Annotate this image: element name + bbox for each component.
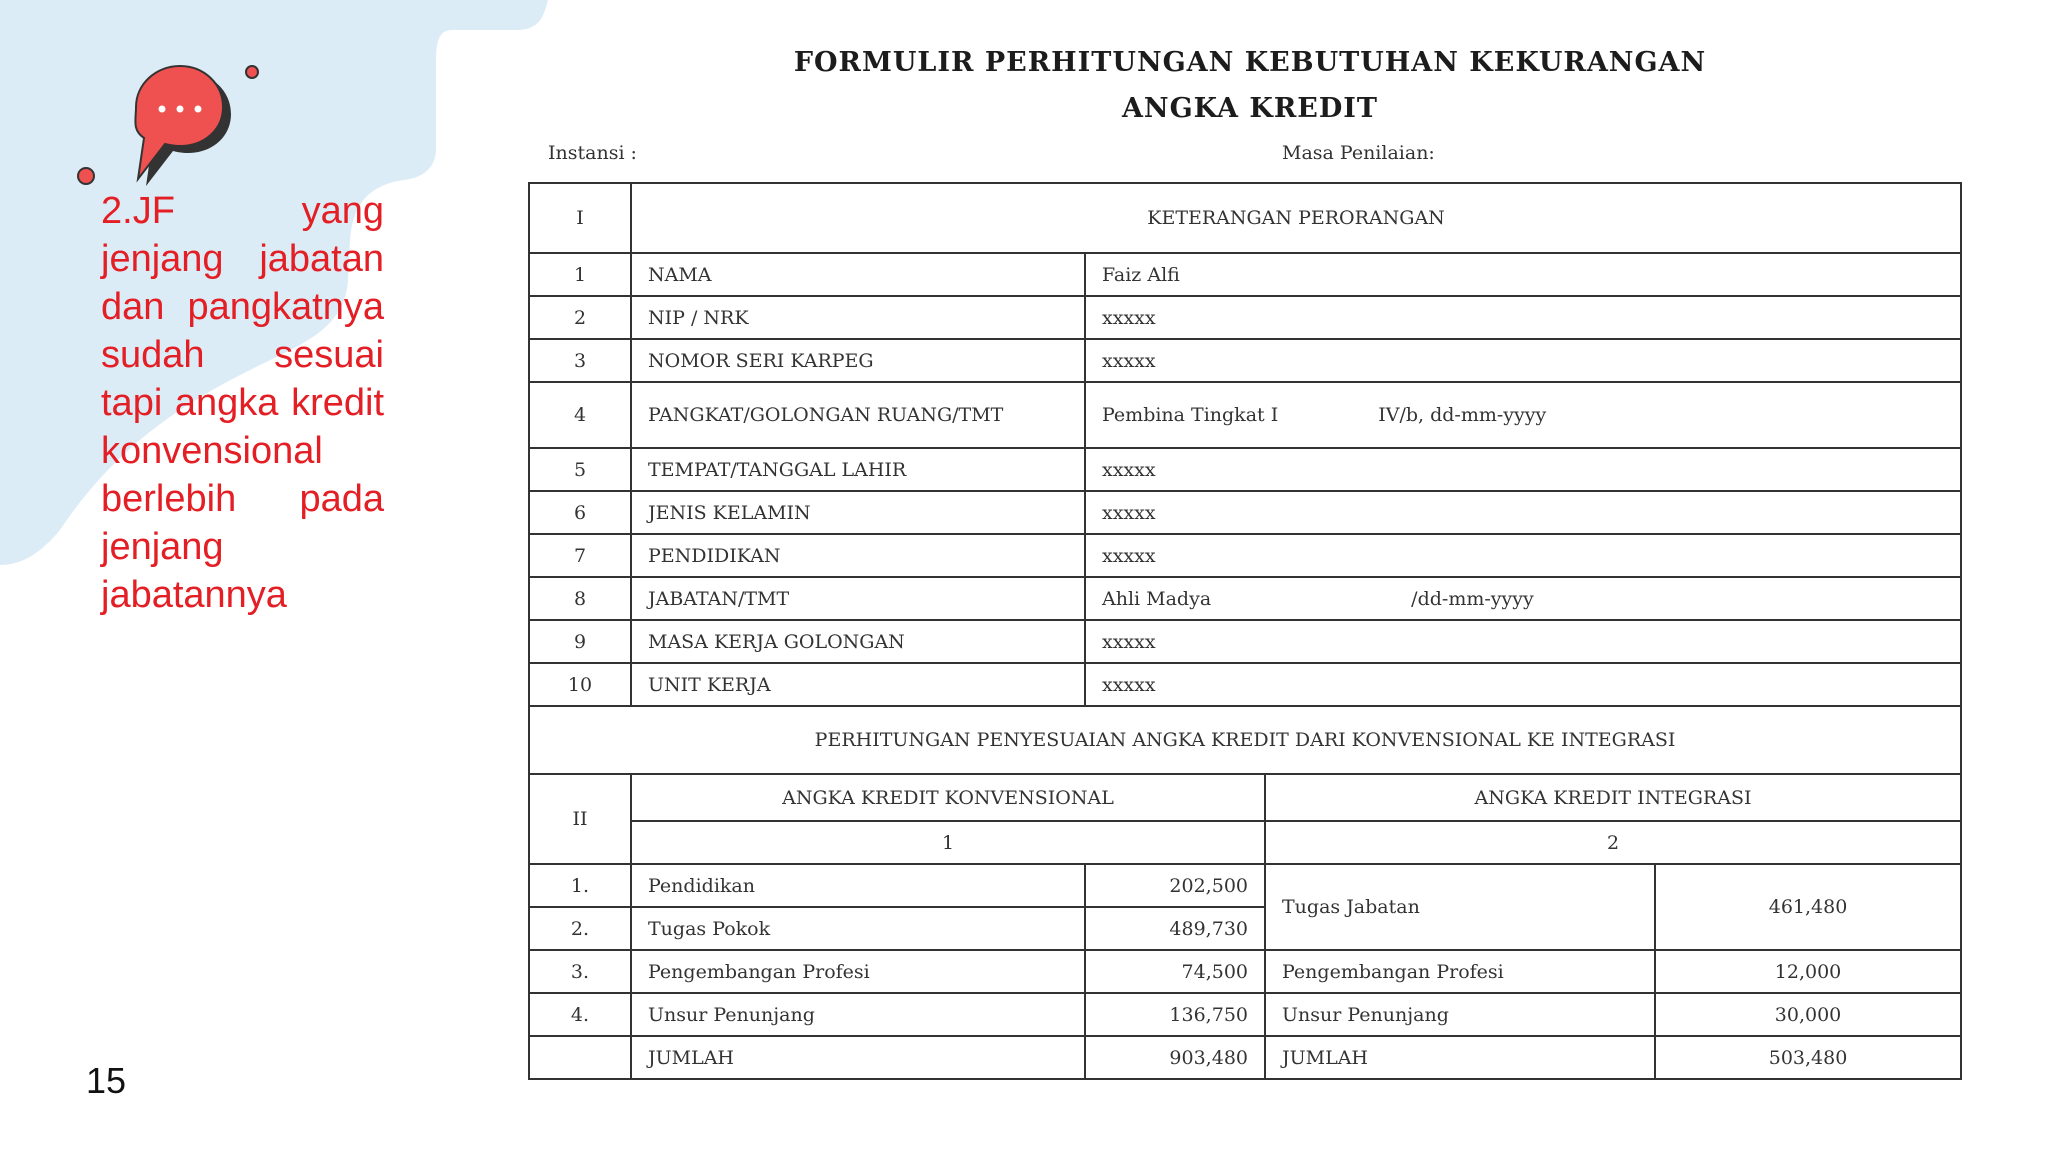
speech-bubble-icon xyxy=(72,58,272,198)
form-title-line1: FORMULIR PERHITUNGAN KEBUTUHAN KEKURANGAN xyxy=(793,47,1707,78)
row-number: 4. xyxy=(529,993,631,1036)
row-label: Pendidikan xyxy=(631,864,1085,907)
row-label: JABATAN/TMT xyxy=(631,577,1085,620)
row-label: PENDIDIKAN xyxy=(631,534,1085,577)
section-number: II xyxy=(529,774,631,864)
row-number: 1. xyxy=(529,864,631,907)
row-value: xxxxx xyxy=(1085,491,1961,534)
total-row xyxy=(529,1036,1961,1079)
row-value xyxy=(1085,577,1961,620)
row-value: xxxxx xyxy=(1085,296,1961,339)
row-value: xxxxx xyxy=(1085,339,1961,382)
table-row xyxy=(529,534,1961,577)
row-value: xxxxx xyxy=(1085,448,1961,491)
row-number: 8 xyxy=(529,577,631,620)
row-value: 202,500 xyxy=(1085,864,1265,907)
row-label: MASA KERJA GOLONGAN xyxy=(631,620,1085,663)
table-row xyxy=(529,339,1961,382)
row-label: NIP / NRK xyxy=(631,296,1085,339)
row-number: 3. xyxy=(529,950,631,993)
row-label: UNIT KERJA xyxy=(631,663,1085,706)
row-value xyxy=(1085,382,1961,448)
row-number: 2 xyxy=(529,296,631,339)
section-personal-header xyxy=(529,183,1961,253)
table-row xyxy=(529,864,1961,907)
row-number: 9 xyxy=(529,620,631,663)
row-label: Pengembangan Profesi xyxy=(631,950,1085,993)
integration-label: Pengembangan Profesi xyxy=(1265,950,1655,993)
row-value-secondary: /dd-mm-yyyy xyxy=(1411,587,1534,610)
total-label: JUMLAH xyxy=(1265,1036,1655,1079)
column-number-conventional: 1 xyxy=(631,821,1265,864)
total-label: JUMLAH xyxy=(631,1036,1085,1079)
table-row xyxy=(529,448,1961,491)
column-number-integration: 2 xyxy=(1265,821,1961,864)
table-row xyxy=(529,620,1961,663)
row-number: 10 xyxy=(529,663,631,706)
row-number: 2. xyxy=(529,907,631,950)
row-number: 7 xyxy=(529,534,631,577)
row-value: 489,730 xyxy=(1085,907,1265,950)
row-number: 4 xyxy=(529,382,631,448)
row-label: NOMOR SERI KARPEG xyxy=(631,339,1085,382)
table-row xyxy=(529,993,1961,1036)
row-label: Tugas Pokok xyxy=(631,907,1085,950)
row-number: 1 xyxy=(529,253,631,296)
table-header-row xyxy=(529,821,1961,864)
table-row xyxy=(529,950,1961,993)
masa-penilaian-label: Masa Penilaian: xyxy=(1282,142,1435,164)
column-header-integration: ANGKA KREDIT INTEGRASI xyxy=(1265,774,1961,821)
row-value-secondary: IV/b, dd-mm-yyyy xyxy=(1378,404,1547,426)
integration-value: 461,480 xyxy=(1655,864,1961,950)
row-label: NAMA xyxy=(631,253,1085,296)
row-value: 136,750 xyxy=(1085,993,1265,1036)
row-number: 6 xyxy=(529,491,631,534)
table-row xyxy=(529,296,1961,339)
column-header-conventional: ANGKA KREDIT KONVENSIONAL xyxy=(631,774,1265,821)
section-title: KETERANGAN PERORANGAN xyxy=(631,183,1961,253)
integration-value: 12,000 xyxy=(1655,950,1961,993)
section-title: PERHITUNGAN PENYESUAIAN ANGKA KREDIT DARI KONVENSIONAL KE INTEGRASI xyxy=(529,706,1961,774)
table-row xyxy=(529,253,1961,296)
row-value-main: Pembina Tingkat I xyxy=(1102,404,1279,426)
form-title xyxy=(530,40,1970,132)
total-value: 903,480 xyxy=(1085,1036,1265,1079)
side-note: 2.JF yang jenjang jabatan dan pangkatnya sudah sesuai tapi angka kredit konvensional berlebih pada jenjang jabatannya xyxy=(101,190,384,616)
row-value: xxxxx xyxy=(1085,663,1961,706)
row-value: xxxxx xyxy=(1085,620,1961,663)
form-title-line2: ANGKA KREDIT xyxy=(1121,93,1379,124)
section-number: I xyxy=(529,183,631,253)
table-row xyxy=(529,577,1961,620)
row-number xyxy=(529,1036,631,1079)
table-row xyxy=(529,382,1961,448)
row-value: xxxxx xyxy=(1085,534,1961,577)
row-number: 5 xyxy=(529,448,631,491)
row-value-main: Ahli Madya xyxy=(1102,587,1212,610)
integration-label: Unsur Penunjang xyxy=(1265,993,1655,1036)
row-value: 74,500 xyxy=(1085,950,1265,993)
total-value: 503,480 xyxy=(1655,1036,1961,1079)
row-value: Faiz Alfi xyxy=(1085,253,1961,296)
instansi-label: Instansi : xyxy=(548,142,637,164)
integration-value: 30,000 xyxy=(1655,993,1961,1036)
row-number: 3 xyxy=(529,339,631,382)
row-label: JENIS KELAMIN xyxy=(631,491,1085,534)
table-header-row xyxy=(529,774,1961,821)
section-calculation-header xyxy=(529,706,1961,774)
row-label: TEMPAT/TANGGAL LAHIR xyxy=(631,448,1085,491)
table-row xyxy=(529,663,1961,706)
integration-label: Tugas Jabatan xyxy=(1265,864,1655,950)
table-row xyxy=(529,491,1961,534)
credit-form-table xyxy=(528,182,1962,1080)
row-label: PANGKAT/GOLONGAN RUANG/TMT xyxy=(631,382,1085,448)
row-label: Unsur Penunjang xyxy=(631,993,1085,1036)
page-number: 15 xyxy=(86,1060,127,1101)
